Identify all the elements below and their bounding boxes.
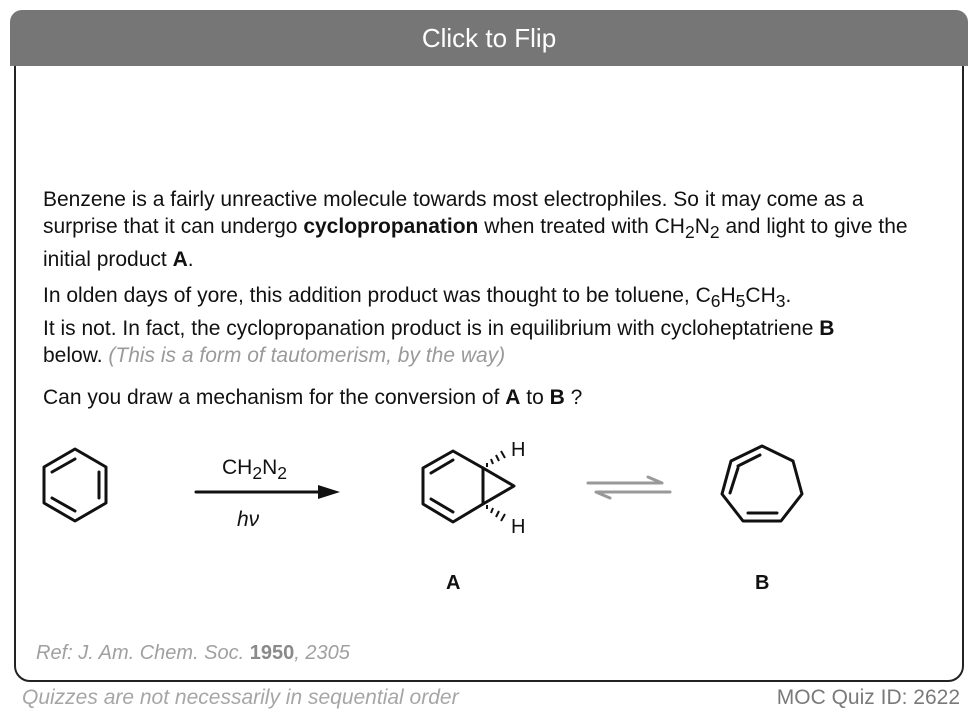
- sequence-note: Quizzes are not necessarily in sequential order: [22, 686, 459, 709]
- cyclopropanation-term: cyclopropanation: [303, 215, 479, 238]
- condition-label: hν: [237, 508, 260, 531]
- tautomerism-aside: (This is a form of tautomerism, by the way): [108, 344, 506, 368]
- question-paragraph: [43, 384, 923, 411]
- history-paragraph: [43, 282, 963, 369]
- history-text-3: below.: [43, 344, 109, 368]
- question-mark: ?: [564, 386, 583, 409]
- question-b: B: [549, 386, 565, 409]
- question-text: Can you draw a mechanism for the conversion of: [43, 386, 506, 409]
- reagent-sub: 2: [252, 463, 263, 484]
- question-a: A: [505, 386, 521, 409]
- formula-n: N: [694, 215, 710, 238]
- history-text-2: It is not. In fact, the cyclopropanation product is in equilibrium with cycloheptatriene: [43, 317, 820, 341]
- reference-page: 2305: [305, 642, 350, 664]
- reagent-n: N: [262, 456, 278, 479]
- formula-ch: CH: [745, 284, 776, 307]
- quiz-id: MOC Quiz ID: 2622: [776, 686, 960, 709]
- period: .: [785, 284, 792, 307]
- hydrogen-bottom-label: H: [511, 516, 526, 538]
- formula-ch: CH: [654, 215, 685, 238]
- formula-sub: 2: [709, 222, 720, 243]
- formula-h: H: [720, 284, 736, 307]
- product-a-ref: A: [172, 248, 188, 272]
- product-b-ref: B: [819, 317, 835, 341]
- formula-sub: 3: [775, 291, 786, 312]
- reference-year: 1950: [249, 642, 295, 664]
- intro-paragraph: [43, 186, 923, 273]
- compound-b-label: B: [755, 572, 770, 594]
- intro-text: Benzene is a fairly unreactive molecule towards most electrophiles. So it may come as a surprise that it can undergo: [43, 188, 864, 238]
- reference-prefix: Ref: J. Am. Chem. Soc.: [36, 642, 250, 664]
- click-to-flip-button[interactable]: Click to Flip: [10, 10, 968, 66]
- period: .: [187, 248, 194, 272]
- reagent-ch: CH: [222, 456, 253, 479]
- intro-text-2: when treated with: [478, 215, 655, 238]
- intro-text-3: and light to give the initial product: [43, 215, 908, 272]
- formula-sub: 6: [710, 291, 721, 312]
- compound-a-label: A: [446, 572, 461, 594]
- reagent-sub: 2: [277, 463, 287, 484]
- hydrogen-top-label: H: [511, 439, 526, 461]
- reference-sep: ,: [294, 642, 306, 664]
- question-to: to: [520, 386, 550, 409]
- formula-sub: 5: [735, 291, 746, 312]
- formula-sub: 2: [684, 222, 695, 243]
- literature-reference: [36, 642, 350, 665]
- history-text: In olden days of yore, this addition product was thought to be toluene, C: [43, 284, 711, 307]
